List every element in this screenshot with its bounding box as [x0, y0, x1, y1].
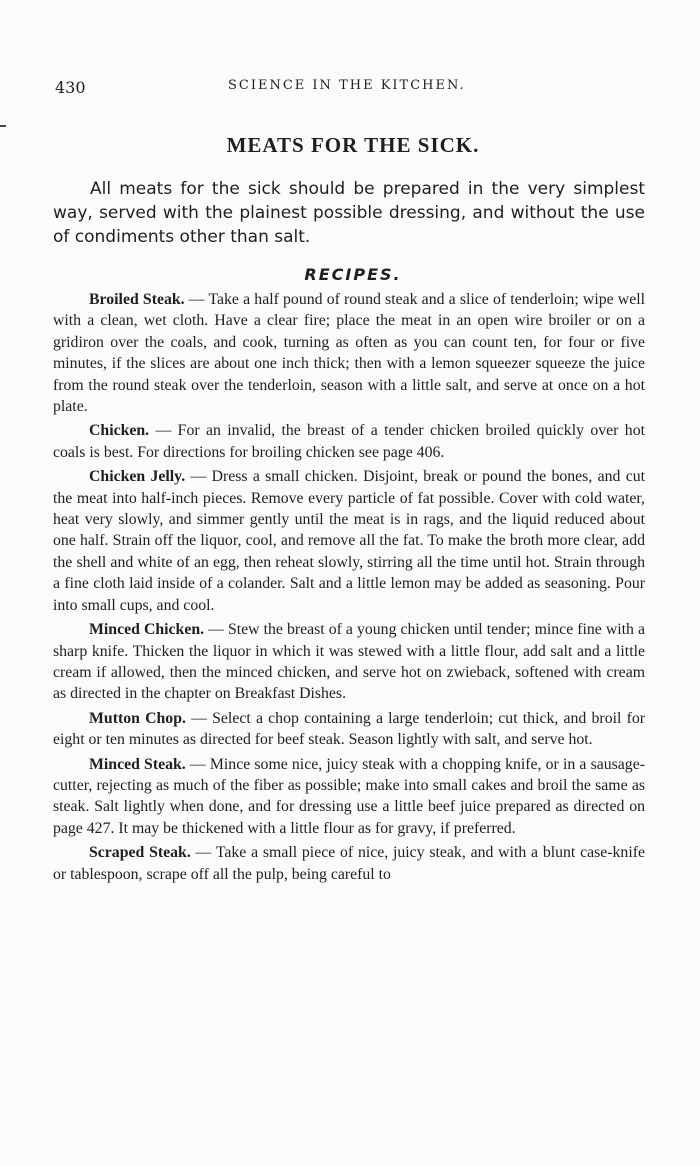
recipe-chicken-jelly	[53, 466, 645, 616]
recipe-text: — Mince some nice, juicy steak with a chopping knife, or in a sausage-cutter, rejecting as much of the fiber as possible; make into small cakes and broil the same as steak. Salt lightly when done, and for dressing use a little beef juice prepared as directed on page 427. It may be thickened with a little flour as for gravy, if preferred.	[53, 755, 645, 837]
recipe-mutton-chop	[53, 708, 645, 751]
recipe-text: — Select a chop containing a large tenderloin; cut thick, and broil for eight or ten minutes as directed for beef steak. Season lightly with salt, and serve hot.	[53, 709, 645, 749]
recipes-list	[53, 289, 645, 888]
recipe-chicken	[53, 420, 645, 463]
recipe-text: — Take a half pound of round steak and a slice of tenderloin; wipe well with a clean, wet cloth. Have a clear fire; place the meat in an open wire broiler or on a gridiron over the coals, and cook, turning as often as you can count ten, for four or five minutes, if the slices are about one inch thick; then with a lemon squeezer squeeze the juice from the round steak over the tenderloin, season with a little salt, and serve at once on a hot plate.	[53, 291, 645, 416]
intro-paragraph: All meats for the sick should be prepared in the very simplest way, served with the plainest possible dressing, and without the use of condiments other than salt.	[53, 179, 645, 247]
recipe-text: — For an invalid, the breast of a tender chicken broiled quickly over hot coals is best. For directions for broiling chicken see page 406.	[53, 422, 645, 461]
recipe-name: Broiled Steak.	[89, 291, 185, 308]
recipe-text: — Take a small piece of nice, juicy steak, and with a blunt case-knife or tablespoon, scrape off all the pulp, being careful to	[53, 844, 645, 883]
running-head	[53, 78, 643, 98]
recipe-name: Chicken.	[89, 422, 150, 440]
recipe-minced-steak	[53, 754, 645, 840]
recipe-text: — Dress a small chicken. Disjoint, break or pound the bones, and cut the meat into half-inch pieces. Remove every particle of fat possible. Cover with cold water, heat very slowly, and simmer gently until the meat is in rags, and the liquid reduced about one half. Strain off the liquor, cool, and remove all the fat. To make the broth more clear, add the shell and white of an egg, then reheat slowly, stirring all the time until hot. Strain through a fine cloth laid inside of a colander. Salt and a little lemon may be added as seasoning. Pour into small cups, and cool.	[53, 468, 645, 614]
recipe-name: Mutton Chop.	[89, 709, 186, 727]
recipe-scraped-steak	[53, 842, 645, 885]
recipe-name: Minced Chicken.	[89, 621, 205, 639]
recipe-name: Chicken Jelly.	[89, 468, 186, 486]
page-edge-mark	[0, 125, 6, 127]
page-number: 430	[55, 78, 86, 97]
recipes-heading: RECIPES.	[304, 265, 402, 284]
section-title: MEATS FOR THE SICK.	[226, 133, 480, 157]
recipe-broiled-steak	[53, 289, 645, 417]
running-title: SCIENCE IN THE KITCHEN.	[228, 78, 466, 93]
recipe-name: Minced Steak.	[89, 755, 186, 773]
recipe-minced-chicken	[53, 619, 645, 705]
recipe-name: Scraped Steak.	[89, 844, 191, 862]
recipe-text: — Stew the breast of a young chicken until tender; mince fine with a sharp knife. Thicken the liquor in which it was stewed with a little flour, add salt and a little cream if allowed, then the minced chicken, and serve hot on zwieback, softened with cream as directed in the chapter on Breakfast Dishes.	[53, 621, 646, 703]
